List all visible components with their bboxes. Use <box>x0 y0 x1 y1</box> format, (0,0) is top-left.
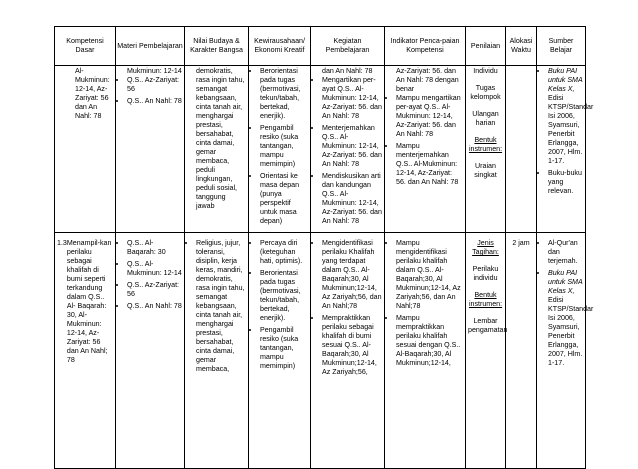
list-item: • Q.S.. Al-Mukminun: 12-14 <box>127 260 182 278</box>
list-item: • Mendiskusikan arti dan kandungan Q.S.. Al-Mukminun: 12-14, Az-Zariyat: 56. dan An Nahl: 78 <box>322 172 382 226</box>
alokasi-cell: 2 jam <box>506 233 537 469</box>
materi-text: Mukminun: 12-14 <box>127 67 182 75</box>
penilaian-item: Tugas kelompok <box>470 84 501 101</box>
materi-cell <box>116 233 185 469</box>
list-item: • Mempraktikkan perilaku sebagai khalifah di bumi sesuai Q.S.. Al-Baqarah;30, Al Mukminun;12-14, Az Zariyah;56, <box>322 314 382 377</box>
list-item: • Menterjemahkan Q.S.. Al-Mukminun: 12-14, Az-Zariyat: 56. dan An Nahl: 78 <box>322 124 382 169</box>
nilai-cell <box>185 233 249 469</box>
header-indikator: Indikator Penca-paian Kompetensi <box>385 27 466 66</box>
list-item: • Q.S.. Az-Zariyat: 56 <box>127 281 182 299</box>
kegiatan-cell <box>311 233 385 469</box>
indikator-cell <box>385 66 466 233</box>
sumber-cell <box>537 233 594 469</box>
list-item: • Pengambil resiko (suka tantangan, mampu memimpin) <box>260 124 308 169</box>
alokasi-cell <box>506 66 537 233</box>
penilaian-item: Individu <box>473 67 498 75</box>
book-title: Buku PAI untuk SMA Kelas X, <box>548 67 583 93</box>
header-kegiatan: Kegiatan Pembelajaran <box>311 27 385 66</box>
kegiatan-text: dan An Nahl: 78 <box>322 67 373 75</box>
header-penilaian: Penilaian <box>466 27 506 66</box>
penilaian-item: Perilaku individu <box>472 265 499 282</box>
list-item <box>548 269 594 368</box>
list-item: • Q.S.. An Nahl: 78 <box>127 97 182 106</box>
header-nilai-budaya: Nilai Budaya & Karakter Bangsa <box>185 27 249 66</box>
penilaian-item: Lembar pengamatan <box>468 317 508 334</box>
header-alokasi-waktu: Alokasi Waktu <box>506 27 537 66</box>
penilaian-label: Jenis Tagihan: <box>472 239 499 256</box>
header-kewirausahaan: Kewirausahaan/ Ekonomi Kreatif <box>249 27 311 66</box>
list-item: • Religius, jujur, toleransi, disiplin, kerja keras, mandiri, demokratis, rasa ingin tahu, semangat kebangsaan, cinta tanah air, menghargai prestasi, bersahabat, cinta damai, gemar membaca, <box>196 239 246 374</box>
list-item: • Q.S.. Al-Baqarah: 30 <box>127 239 182 257</box>
kd-cell <box>55 66 116 233</box>
penilaian-item: Ulangan harian <box>472 110 499 127</box>
penilaian-label: Bentuk instrumen: <box>468 291 503 308</box>
penilaian-cell <box>466 66 506 233</box>
penilaian-label: Bentuk instrumen: <box>468 136 503 153</box>
book-detail: Edisi KTSP/Standar Isi 2006, Syamsuri, Penerbit Erlangga, 2007, Hlm. 1-17. <box>548 94 594 165</box>
header-sumber-belajar: Sumber Belajar <box>537 27 586 66</box>
nilai-cell <box>185 66 249 233</box>
list-item: • Q.S.. Az-Zariyat: 56 <box>127 76 182 94</box>
header-row <box>55 27 586 66</box>
list-item: • Mampu menterjemahkan Q.S.. Al-Mukminun: 12-14, Az-Zariyat: 56. dan An Nahl: 78 <box>396 142 463 187</box>
list-item: • Mampu mempraktikkan perilaku khalifah sesuai dengan Q.S.. Al-Baqarah;30, Al Mukminun;12-14, <box>396 314 463 368</box>
book-title: Buku PAI untuk SMA Kelas X, <box>548 269 583 295</box>
header-kompetensi-dasar: Kompetensi Dasar <box>55 27 116 66</box>
sumber-cell <box>537 66 594 233</box>
kd-text: Al-Mukminun: 12-14, Az-Zariyat: 56 dan An Nahl: 78 <box>75 67 110 120</box>
kewirausahaan-cell <box>249 66 311 233</box>
nilai-text: demokratis, rasa ingin tahu, semangat kebangsaan, cinta tanah air, menghargai prestasi, bersahabat, cinta damai, gemar membaca, peduli lingkungan, peduli sosial, tanggung jawab <box>196 67 245 210</box>
list-item: • Berorientasi pada tugas (bermotivasi, tekun/tabah, bertekad, enerjik). <box>260 269 308 323</box>
penilaian-cell <box>466 233 506 469</box>
silabus-table <box>54 26 594 469</box>
list-item: • Mampu mengartikan per-ayat Q.S.. Al-Mukminun: 12-14, Az-Zariyat: 56. dan An Nahl: 78 <box>396 94 463 139</box>
indikator-text: Az-Zariyat: 56. dan An Nahl: 78 dengan benar <box>396 67 459 93</box>
list-item: • Mengartikan per-ayat Q.S.. Al-Mukminun: 12-14, Az-Zariyat: 56. dan An Nahl: 78 <box>322 76 382 121</box>
header-materi: Materi Pembelajaran <box>116 27 185 66</box>
list-item: • Al-Qur'an dan terjemah. <box>548 239 583 266</box>
list-item <box>548 67 594 166</box>
list-item: • Mampu mengidentifikasi perilaku khalifah dalam Q.S.. Al-Baqarah;30, Al Mukminun;12-14, Az Zariyah;56, dan An Nahl;78 <box>396 239 463 311</box>
penilaian-item: Uraian singkat <box>474 162 497 179</box>
list-item: • Q.S.. An Nahl: 78 <box>127 302 182 311</box>
kegiatan-cell <box>311 66 385 233</box>
book-detail: Buku-buku yang relevan. <box>548 169 582 195</box>
table-row <box>55 233 586 469</box>
list-item: • Berorientasi pada tugas (bermotivasi, tekun/tabah, bertekad, enerjik). <box>260 67 308 121</box>
materi-cell <box>116 66 185 233</box>
list-item: • Pengambil resiko (suka tantangan, mampu memimpin) <box>260 326 308 371</box>
indikator-cell <box>385 233 466 469</box>
list-item: • Orientasi ke masa depan (punya perspektif untuk masa depan) <box>260 172 308 226</box>
list-item <box>548 169 583 196</box>
book-detail: Edisi KTSP/Standar Isi 2006, Syamsuri, Penerbit Erlangga, 2007, Hlm. 1-17. <box>548 296 594 367</box>
kd-cell <box>55 233 116 469</box>
list-item: • Mengidentifikasi perilaku Khalifah yang terdapat dalam Q.S.. Al-Baqarah;30, Al Mukminun;12-14, Az Zariyah;56, dan An Nahl;78 <box>322 239 382 311</box>
kd-text: Menampil-kan perilaku sebagai khalifah di bumi seperti terkandung dalam Q.S.. Al- Baqarah: 30, Al-Mukminun: 12-14, Az-Zariyat: 56 dan An Nahl; 78 <box>66 239 112 364</box>
table-row <box>55 66 586 233</box>
kd-number: 1.3 <box>57 239 67 247</box>
list-item: • Percaya diri (keteguhan hati, optimis). <box>260 239 308 266</box>
kewirausahaan-cell <box>249 233 311 469</box>
